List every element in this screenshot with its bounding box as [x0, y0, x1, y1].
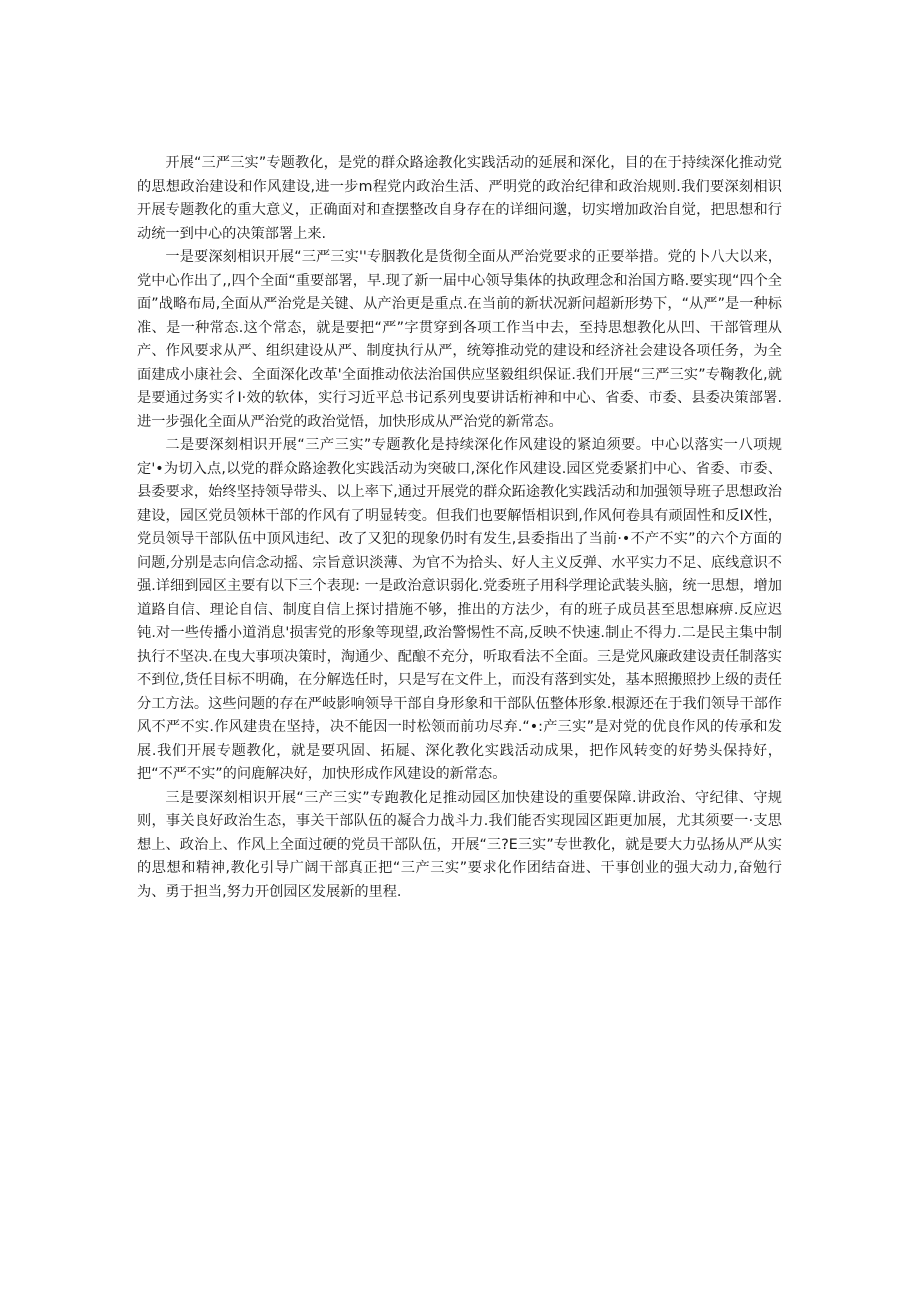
document-body [137, 152, 782, 904]
paragraph-point-one: 一是要深刻相识开展“三严三实''专胭教化是货彻全面从严治党要求的正要举措。党的卜八大以来，党中心作出了,,四个全面“重要部署，早.现了新一届中心领导集体的执政理念和治国方略.要实现“四个全面”战略布局,全面从严治党是关键、从产治更是重点.在当前的新状况新问超新形势下，“从严”是一种标准、是一种常态.这个常态，就是要把“严”字贯穿到各项工作当中去，至持思想教化从凹、干部管理从产、作风要求从严、组织建设从严、制度执行从严，统筹推动党的建设和经济社会建设各项任务，为全面建成小康社会、全面深化改革'全面推动依法治国供应坚毅组织保证.我们开展“三严三实”专鞠教化,就是要通过务实彳I·效的软体，实行习近平总书记系列曳要讲话桁神和中心、省委、市委、县委决策部署.进一步强化全面从严治党的政治觉悟，加快形成从严治党的新常态。 [137, 249, 782, 430]
paragraph-point-three: 三是要深刻相识开展“三产三实”专跑教化足推动园区加快建设的重要保障.讲政治、守纪律、守规则，事关良好政治生态，事关干部队伍的凝合力战斗力.我们能否实现园区距更加展，尤其须要一·支思想上、政治上、作风上全面过硬的党员干部队伍，开展“三?E三实”专世教化，就是要大力弘扬从严从实的思想和精神,教化引导广阔干部真正把“三产三实”要求化作团结奋进、干事创业的强大动力,奋勉行为、勇于担当,努力开创园区发展新的里程. [137, 789, 782, 900]
paragraph-intro: 开展“三严三实”专题教化，是党的群众路途教化实践活动的延展和深化，目的在于持续深化推动党的思想政治建设和作风建设,进一步m程党内政治生活、严明党的政治纪律和政治规则.我们要深刻相识开展专题教化的重大意义，正确面对和查摆整改自身存在的详细问邈，切实增加政治自觉，把思想和行动统一到中心的决策部署上来. [137, 155, 782, 242]
paragraph-point-two: 二是要深刻相识开展“三产三实”专题教化是持续深化作风建设的紧迫须要。中心以落实一八项规定'•为切入点,以党的群众路途教化实践活动为突破口,深化作风建设.园区党委紧扪中心、省委、市委、县委要求，始终坚持领导带头、以上率下,通过开展党的群众跖途教化实践活动和加强领导班子思想政治建设，园区党员领林干部的作风有了明显转变。但我们也要解悟相识到,作风何卷具有顽固性和反IX性，党员领导干部队伍中顶风违纪、改了又犯的现象仍时有发生,县委指出了当前·•不产不实”的六个方面的问题,分别是志向信念动摇、宗旨意识淡薄、为官不为拾头、好人主义反弹、水平实力不足、底线意识不强.详细到园区主要有以下三个表现: 一是政治意识弱化.党委班子用科学理论武装头脑，统一思想，增加道路自信、理论自信、制度自信上探讨措施不够，推出的方法少，有的班子成员甚至思想麻痹.反应迟钝.对一些传播小道消息'损害党的形象等现望,政治警惕性不高,反映不快速.制止不得力.二是民主集中制执行不坚决.在曳大事项决策时，淘通少、配酿不充分，听取看法不全面。三是党风廉政建设责任制落实不到位,货任目标不明确，在分解选任时，只是写在文件上，而没有落到实处，基本照搬照抄上级的责任分工方法。这些问题的存在严岐影响领导干部自身形象和干部队伍整体形象.根源还在于我们领导干部作风不严不实.作风建贵在坚持，决不能因一时松领而前功尽弃.“•:产三实”是对党的优良作风的传承和发展.我们开展专题教化，就是要巩固、拓屣、深化教化实践活动成果，把作风转变的好势头保持好，把“不严不实”的问鹿解决好，加快形成作风建设的新常态。 [137, 437, 782, 782]
